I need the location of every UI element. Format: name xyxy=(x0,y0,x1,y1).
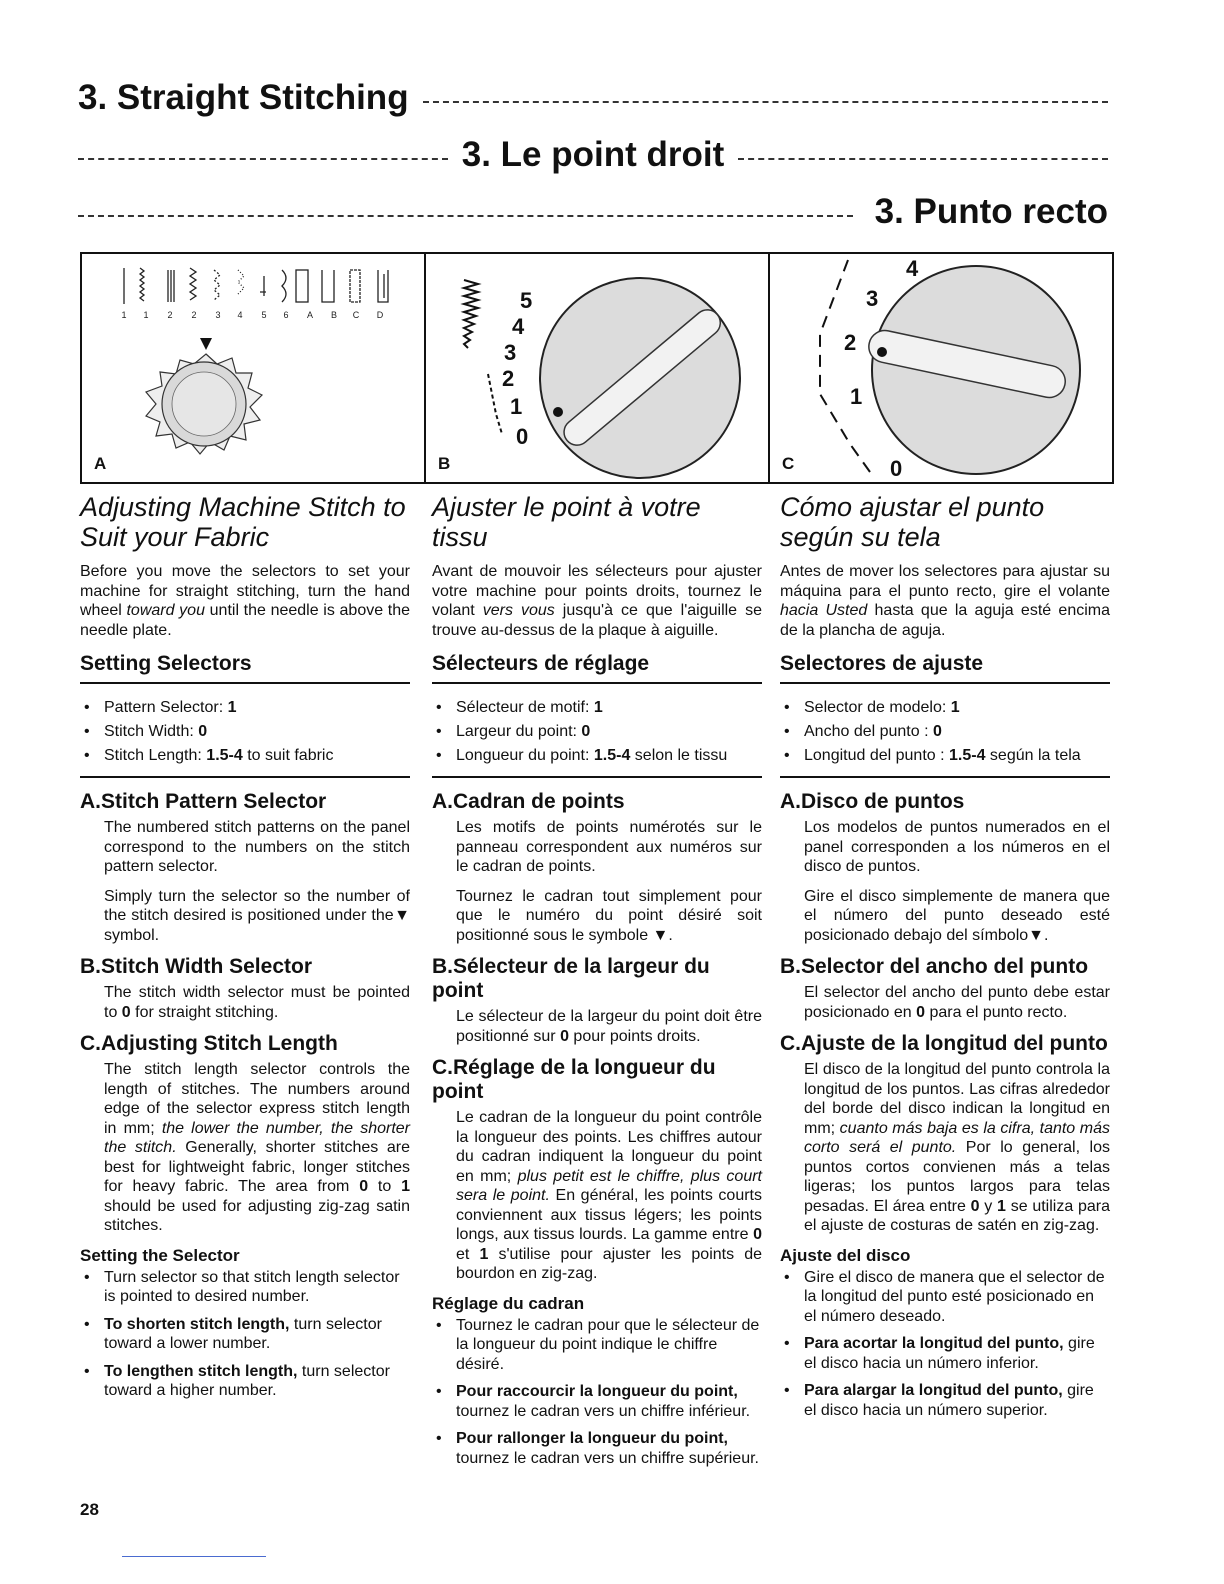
pattern-number: 4 xyxy=(237,310,243,320)
section-c-text: The stitch length selector controls the length of stitches. The numbers around edge of the selector express stitch length in mm; the lower the number, the shorter the stitch. Generally, shorter stitches are best for lightweight fabric, longer stitches for heavy fabric. The area from 0 to 1 should be used for adjusting zig-zag satin stitches. xyxy=(104,1061,411,1234)
panel-label: A xyxy=(94,454,107,473)
list-item: • To shorten stitch length, turn selector toward a lower number. xyxy=(80,1315,410,1354)
stitch-pattern-illustration xyxy=(82,254,418,482)
section-c-text: Le cadran de la longueur du point contrôle la longueur des points. Les chiffres autour du cadran indiquent la longueur du point en mm; plus petit est le chiffre, plus court sera le point. En général, les points courts conviennent aux tissus légers; les points longs, aux tissus lourds. La gamme entre 0 et 1 s'utilise pour ajuster les points de bourdon en zig-zag. xyxy=(456,1109,763,1282)
list-item: • Pattern Selector: 1 xyxy=(80,696,410,720)
divider xyxy=(432,682,762,684)
selector-list xyxy=(432,696,762,768)
section-b-title: B.Sélecteur de la largeur du point xyxy=(432,955,710,1002)
dial-number: 3 xyxy=(504,340,517,365)
illustration-panels xyxy=(80,252,1114,484)
heading-spanish-text: 3. Punto recto xyxy=(874,192,1108,231)
divider xyxy=(780,682,1110,684)
section-b-text: The stitch width selector must be pointed to 0 for straight stitching. xyxy=(104,984,410,1021)
list-item: • Para alargar la longitud del punto, gire el disco hacia un número superior. xyxy=(780,1381,1110,1420)
dial-number: 2 xyxy=(844,330,857,355)
page-number: 28 xyxy=(80,1500,99,1519)
pattern-number: D xyxy=(376,310,384,320)
section-b-title: B.Stitch Width Selector xyxy=(80,955,312,978)
list-item: • Stitch Width: 0 xyxy=(80,720,410,744)
leader-line xyxy=(78,215,853,217)
leader-line xyxy=(423,101,1108,103)
column-french xyxy=(432,492,762,1476)
divider xyxy=(80,682,410,684)
length-dial-icon xyxy=(866,266,1080,474)
dial-number: 4 xyxy=(906,256,919,281)
subtitle: Ajuster le point à votre tissu xyxy=(432,492,701,552)
setting-selectors-heading: Setting Selectors xyxy=(80,652,252,675)
divider xyxy=(432,776,762,778)
setting-selectors-heading: Sélecteurs de réglage xyxy=(432,652,650,675)
pattern-number: 3 xyxy=(215,310,221,320)
pattern-number: 1 xyxy=(143,310,149,320)
pattern-number: A xyxy=(306,310,314,320)
section-a-text: Simply turn the selector so the number of the stitch desired is positioned under the▼ symbol. xyxy=(104,887,410,944)
panel-label: C xyxy=(782,454,795,473)
column-english xyxy=(80,492,410,1409)
list-item: • Tournez le cadran pour que le sélecteur de la longueur du point indique le chiffre désiré. xyxy=(432,1316,762,1375)
list-item: • Gire el disco de manera que el selector de la longitud del punto esté posicionado en el número deseado. xyxy=(780,1268,1110,1327)
panel-c xyxy=(770,254,1112,482)
section-c-title: C.Réglage de la longueur du point xyxy=(432,1056,716,1103)
section-a-title: A.Cadran de points xyxy=(432,790,625,813)
list-item: • Selector de modelo: 1 xyxy=(780,696,1110,720)
dial-number: 5 xyxy=(520,288,533,313)
section-a-text: Gire el disco simplemente de manera que el número del punto deseado esté posicionado debajo del símbolo▼. xyxy=(804,887,1110,944)
dial-number: 3 xyxy=(866,286,879,311)
steps-list xyxy=(432,1316,762,1469)
section-a-title: A.Disco de puntos xyxy=(780,790,965,813)
list-item: • Pour raccourcir la longueur du point, tournez le cadran vers un chiffre inférieur. xyxy=(432,1382,762,1421)
section-a-text: The numbered stitch patterns on the panel correspond to the numbers on the stitch pattern selector. xyxy=(104,819,410,875)
setting-selector-heading: Setting the Selector xyxy=(80,1245,240,1265)
pattern-number: 2 xyxy=(191,310,197,320)
list-item: • Pour rallonger la longueur du point, tournez le cadran vers un chiffre supérieur. xyxy=(432,1429,762,1468)
heading-spanish xyxy=(78,192,1108,232)
pattern-number: 2 xyxy=(167,310,173,320)
list-item: • Ancho del punto : 0 xyxy=(780,720,1110,744)
section-b-title: B.Selector del ancho del punto xyxy=(780,955,1089,978)
section-c-title: C.Ajuste de la longitud del punto xyxy=(780,1032,1108,1055)
section-a-text: Tournez le cadran tout simplement pour que le numéro du point désiré soit positionné sous le symbole ▼. xyxy=(456,887,762,944)
section-a-text: Les motifs de points numérotés sur le panneau correspondent aux numéros sur le cadran de points. xyxy=(456,819,762,875)
section-b-text: Le sélecteur de la largeur du point doit être positionné sur 0 pour points droits. xyxy=(456,1008,762,1045)
stitch-width-illustration xyxy=(426,254,770,482)
intro-paragraph: Antes de mover los selectores para ajustar su máquina para el punto recto, gire el volante hacia Usted hasta que la aguja esté encima de la plancha de aguja. xyxy=(780,563,1110,639)
dial-number: 0 xyxy=(890,456,903,481)
panel-label: B xyxy=(438,454,451,473)
list-item: • Stitch Length: 1.5-4 to suit fabric xyxy=(80,744,410,768)
pattern-number: C xyxy=(352,310,360,320)
pattern-number: 5 xyxy=(261,310,267,320)
dial-number: 4 xyxy=(512,314,525,339)
list-item: • Turn selector so that stitch length selector is pointed to desired number. xyxy=(80,1268,410,1307)
pattern-number: 6 xyxy=(283,310,289,320)
footer-line xyxy=(122,1556,266,1557)
heading-french-text: 3. Le point droit xyxy=(461,135,725,174)
steps-list xyxy=(80,1268,410,1401)
steps-list xyxy=(780,1268,1110,1421)
heading-french xyxy=(78,135,1108,175)
section-b-text: El selector del ancho del punto debe estar posicionado en 0 para el punto recto. xyxy=(804,984,1110,1021)
divider xyxy=(780,776,1110,778)
heading-english xyxy=(78,78,1108,118)
subtitle: Cómo ajustar el punto según su tela xyxy=(780,492,1045,552)
list-item: • Longitud del punto : 1.5-4 según la tela xyxy=(780,744,1110,768)
list-item: • Longueur du point: 1.5-4 selon le tissu xyxy=(432,744,762,768)
setting-selectors-heading: Selectores de ajuste xyxy=(780,652,984,675)
section-a-title: A.Stitch Pattern Selector xyxy=(80,790,327,813)
list-item: • Sélecteur de motif: 1 xyxy=(432,696,762,720)
pattern-number: B xyxy=(330,310,338,320)
dial-number: 1 xyxy=(850,384,863,409)
selector-list xyxy=(780,696,1110,768)
setting-selector-heading: Réglage du cadran xyxy=(432,1293,585,1313)
subtitle: Adjusting Machine Stitch to Suit your Fabric xyxy=(80,492,406,552)
intro-paragraph: Before you move the selectors to set your machine for straight stitching, turn the hand wheel toward you until the needle is above the needle plate. xyxy=(80,563,411,639)
leader-line xyxy=(738,158,1108,160)
stitch-length-illustration xyxy=(770,254,1112,482)
panel-b xyxy=(426,254,770,482)
column-spanish xyxy=(780,492,1110,1428)
leader-line xyxy=(78,158,448,160)
dial-number: 0 xyxy=(516,424,529,449)
section-c-text: El disco de la longitud del punto controla la longitud de los puntos. Las cifras alrededor del borde del disco indican la longitud en mm; cuanto más baja es la cifra, tanto más corto será el punto. Por lo general, los puntos cortos convienen más a telas ligeras; los puntos largos para telas pesadas. El área entre 0 y 1 se utiliza para el ajuste de costuras de satén en zig-zag. xyxy=(804,1061,1111,1234)
section-c-title: C.Adjusting Stitch Length xyxy=(80,1032,338,1055)
width-dial-icon xyxy=(540,278,740,478)
heading-english-text: 3. Straight Stitching xyxy=(78,78,409,117)
section-a-text: Los modelos de puntos numerados en el panel corresponden a los números en el disco de puntos. xyxy=(804,819,1110,875)
panel-a xyxy=(82,254,426,482)
list-item: • Para acortar la longitud del punto, gire el disco hacia un número inferior. xyxy=(780,1334,1110,1373)
setting-selector-heading: Ajuste del disco xyxy=(780,1245,911,1265)
list-item: • To lengthen stitch length, turn selector toward a higher number. xyxy=(80,1362,410,1401)
selector-list xyxy=(80,696,410,768)
pattern-number: 1 xyxy=(121,310,127,320)
intro-paragraph: Avant de mouvoir les sélecteurs pour ajuster votre machine pour points droits, tournez le volant vers vous jusqu'à ce que l'aiguille se trouve au-dessus de la plaque à aiguille. xyxy=(432,563,762,639)
pattern-dial-icon xyxy=(146,354,262,454)
dial-number: 1 xyxy=(510,394,523,419)
pointer-triangle-icon xyxy=(200,338,212,350)
dial-number: 2 xyxy=(502,366,515,391)
list-item: • Largeur du point: 0 xyxy=(432,720,762,744)
divider xyxy=(80,776,410,778)
